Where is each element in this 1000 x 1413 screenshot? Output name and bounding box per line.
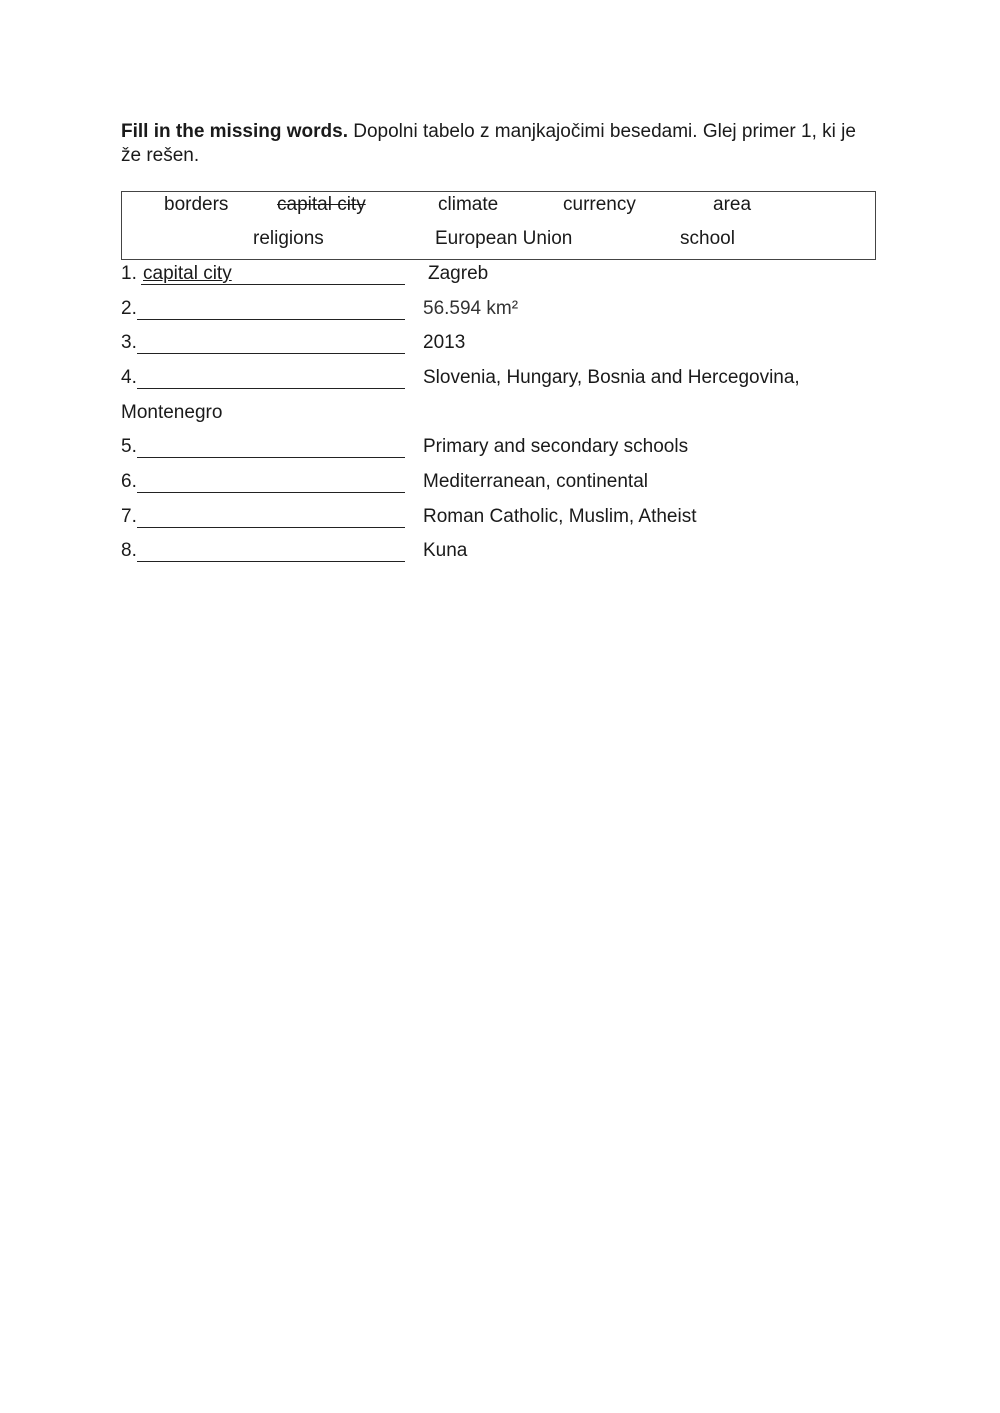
answer-blank[interactable] — [137, 435, 405, 458]
word-bank-item: borders — [164, 194, 229, 215]
instruction-text: Dopolni tabelo z manjkajočimi besedami. Glej primer 1, ki je že rešen. — [121, 121, 856, 166]
item-number: 5. — [121, 436, 137, 457]
clue: Roman Catholic, Muslim, Atheist — [423, 506, 697, 527]
item-number: 2. — [121, 298, 137, 319]
item-number: 4. — [121, 367, 137, 388]
clue: Zagreb — [428, 263, 489, 284]
clue-continuation: Montenegro — [121, 402, 223, 423]
answer-blank[interactable] — [137, 331, 405, 354]
item-number: 1. — [121, 263, 137, 284]
filled-answer: capital city — [143, 263, 232, 284]
word-bank-item: area — [713, 194, 752, 215]
clue: Mediterranean, continental — [423, 471, 648, 492]
instruction — [121, 120, 881, 168]
item-number: 3. — [121, 332, 137, 353]
clue: Primary and secondary schools — [423, 436, 689, 457]
clue: Kuna — [423, 540, 468, 561]
word-bank-item: school — [680, 228, 735, 249]
word-bank-item: climate — [438, 194, 499, 215]
answer-blank[interactable] — [137, 366, 405, 389]
answer-blank[interactable] — [137, 297, 405, 320]
word-bank-item: European Union — [435, 228, 573, 249]
item-number: 8. — [121, 540, 137, 561]
word-bank-item: religions — [253, 228, 324, 249]
clue: 56.594 km² — [423, 298, 519, 319]
word-bank-item: currency — [563, 194, 636, 215]
item-number: 7. — [121, 506, 137, 527]
answer-blank[interactable] — [137, 539, 405, 562]
answer-blank[interactable] — [137, 505, 405, 528]
item-number: 6. — [121, 471, 137, 492]
answer-blank[interactable] — [137, 470, 405, 493]
word-bank-item-crossed: capital city — [277, 194, 366, 215]
clue: 2013 — [423, 332, 466, 353]
instruction-bold: Fill in the missing words. — [121, 121, 348, 142]
word-bank — [121, 191, 876, 260]
clue: Slovenia, Hungary, Bosnia and Hercegovina, — [423, 367, 800, 388]
